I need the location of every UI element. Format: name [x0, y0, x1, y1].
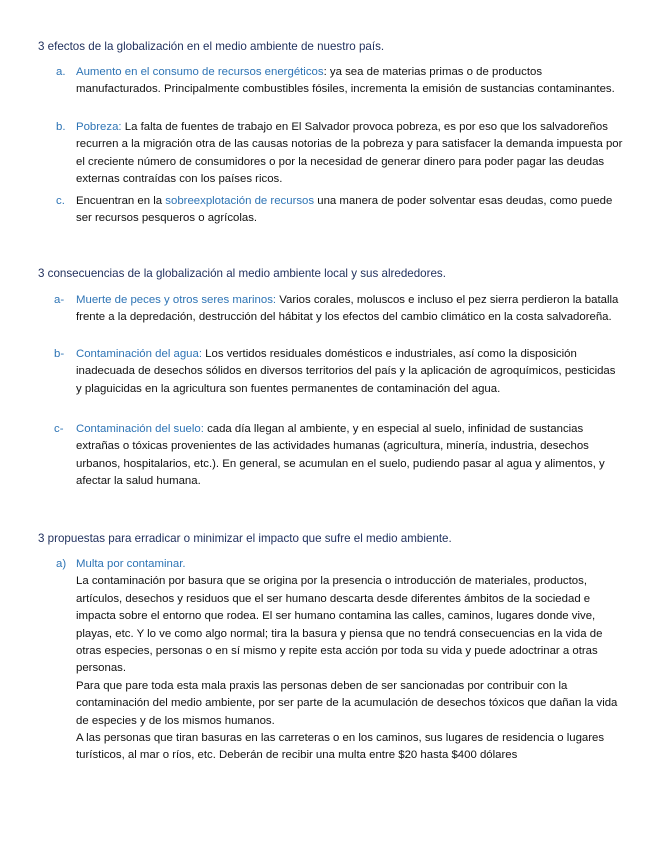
item-paragraph: A las personas que tiran basuras en las carreteras o en los caminos, sus lugares de residencia o lugares turísticos, al mar o ríos, etc. Deberán de recibir una multa entre $20 hasta $400 dólares	[76, 732, 605, 762]
item-text-before: Encuentran en la	[76, 195, 166, 207]
section-2-item-b	[54, 346, 624, 398]
item-highlight: sobreexplotación de recursos	[165, 195, 315, 207]
item-lead: Aumento en el consumo de recursos energéticos	[76, 66, 324, 78]
section-2-heading: 3 consecuencias de la globalización al medio ambiente local y sus alrededores.	[38, 267, 446, 280]
item-lead: Muerte de peces y otros seres marinos:	[76, 294, 277, 306]
section-1-heading: 3 efectos de la globalización en el medio ambiente de nuestro país.	[38, 40, 385, 53]
section-1-item-b	[56, 119, 624, 189]
section-1-item-c	[56, 193, 624, 228]
list-marker: a)	[56, 558, 67, 570]
item-text: : ya sea de materias primas o de productos manufacturados. Principalmente combustibles fósiles, incrementa la emisión de sustancias contaminantes.	[76, 66, 615, 96]
item-text-after: una manera de poder solventar esas deudas, como puede ser recursos pesqueros o agrícolas.	[76, 195, 613, 225]
section-2-item-a	[54, 292, 624, 327]
item-lead: Contaminación del agua:	[76, 348, 203, 360]
list-marker: a-	[54, 294, 65, 306]
list-marker: c-	[54, 423, 64, 435]
list-marker: a.	[56, 66, 66, 78]
item-lead: Contaminación del suelo:	[76, 423, 204, 435]
section-1-item-a	[56, 64, 624, 99]
list-marker: b-	[54, 348, 65, 360]
item-paragraph: Para que pare toda esta mala praxis las personas deben de ser sancionadas por contribuir con la contaminación del medio ambiente, por ser parte de la acumulación de desechos tóxicos que dañan la vida de especies y de los mismos humanos.	[76, 679, 618, 727]
item-text: Los vertidos residuales domésticos e industriales, así como la disposición inadecuada de desechos sólidos en diversos territorios del país y la aplicación de agroquímicos, pesticidas y plaguicidas en la agricultura son fuentes permanentes de contaminación del agua.	[76, 348, 616, 395]
item-lead: Pobreza:	[76, 121, 122, 133]
list-marker: b.	[56, 121, 66, 133]
section-3-heading: 3 propuestas para erradicar o minimizar el impacto que sufre el medio ambiente.	[38, 532, 452, 545]
section-2-item-c	[54, 421, 624, 491]
item-lead: Multa por contaminar.	[76, 558, 186, 570]
list-marker: c.	[56, 195, 65, 207]
item-paragraph: La contaminación por basura que se origina por la presencia o introducción de materiales, productos, artículos, desechos y residuos que el ser humano descarta desde diferentes ámbitos de la sociedad e impacta sobre el entorno que rodea. El ser humano contamina las calles, caminos, lugares donde vive, playas, etc. Y lo ve como algo normal; tira la basura y piensa que no tendrá consecuencias en la vida de otras especies, personas o en sí mismo y repite esta acción por toda su vida y puede adoctrinar a otras personas.	[76, 575, 603, 675]
item-text: cada día llegan al ambiente, y en especial al suelo, infinidad de sustancias extrañas o tóxicas provenientes de las actividades humanas (agricultura, minería, industria, desechos urbanos, hospitalarios, etc.). En general, se acumulan en el suelo, pudiendo pasar al agua y alimentos, y afectar la salud humana.	[76, 423, 605, 488]
item-text: La falta de fuentes de trabajo en El Salvador provoca pobreza, es por eso que los salvadoreños recurren a la migración otra de las causas notorias de la pobreza y para satisfacer la demanda impuesta por el creciente número de consumidores o por la necesidad de generar dinero para poder pagar las deudas externas contraídas con los países ricos.	[76, 121, 623, 186]
section-3-item-a	[56, 556, 624, 765]
item-text: Varios corales, moluscos e incluso el pez sierra perdieron la batalla frente a la depredación, destrucción del hábitat y los efectos del cambio climático en la costa salvadoreña.	[76, 294, 619, 324]
